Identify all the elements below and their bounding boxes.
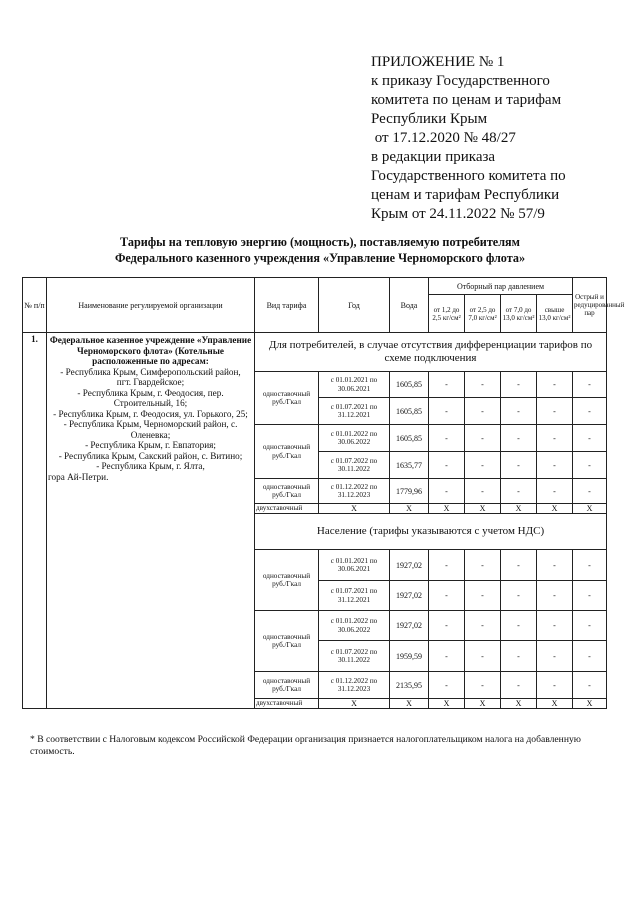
not-applicable-mark: X	[465, 504, 501, 514]
empty-value: -	[501, 550, 537, 581]
empty-value: -	[429, 550, 465, 581]
organization-address: - Республика Крым, Черноморский район, с. Оленевка;	[63, 419, 238, 440]
tariff-type-one-rate: одноставочный руб./Гкал	[255, 550, 319, 611]
row-number: 1.	[23, 333, 47, 709]
water-value: 1927,02	[390, 550, 429, 581]
period-cell: с 01.07.2022 по 30.11.2022	[319, 641, 390, 672]
header-steam-group: Отборный пар давлением	[429, 278, 573, 295]
organization-address: пгт. Гвардейское;	[116, 377, 185, 387]
tariff-type-two-rate: двухставочный	[255, 699, 319, 709]
not-applicable-mark: X	[501, 504, 537, 514]
header-org: Наименование регулируемой организации	[47, 278, 255, 333]
water-value: 2135,95	[390, 672, 429, 699]
title-line-2: Федерального казенного учреждения «Управление Черноморского флота»	[114, 251, 526, 265]
empty-value: -	[537, 672, 573, 699]
not-applicable-mark: X	[573, 504, 607, 514]
empty-value: -	[465, 479, 501, 504]
empty-value: -	[465, 452, 501, 479]
empty-value: -	[429, 672, 465, 699]
empty-value: -	[537, 425, 573, 452]
empty-value: -	[537, 479, 573, 504]
organization-cell	[47, 333, 255, 709]
empty-value: -	[501, 372, 537, 398]
appendix-line: Государственного комитета по	[371, 168, 566, 184]
title-line-1: Тарифы на тепловую энергию (мощность), поставляемую потребителям	[120, 235, 520, 249]
not-applicable-mark: X	[465, 699, 501, 709]
water-value: 1635,77	[390, 452, 429, 479]
organization-address: - Республика Крым, Симферопольский район,	[60, 366, 241, 377]
empty-value: -	[501, 611, 537, 641]
header-year: Год	[319, 278, 390, 333]
empty-value: -	[501, 581, 537, 611]
tariff-type-two-rate: двухставочный	[255, 504, 319, 514]
empty-value: -	[429, 425, 465, 452]
empty-value: -	[573, 581, 607, 611]
organization-address: - Республика Крым, г. Феодосия, ул. Горького, 25;	[53, 408, 248, 419]
period-cell: с 01.07.2021 по 31.12.2021	[319, 581, 390, 611]
empty-value: -	[501, 672, 537, 699]
period-cell: с 01.01.2021 по 30.06.2021	[319, 372, 390, 398]
empty-value: -	[501, 398, 537, 425]
empty-value: -	[501, 641, 537, 672]
not-applicable-mark: X	[429, 504, 465, 514]
period-cell: с 01.01.2021 по 30.06.2021	[319, 550, 390, 581]
empty-value: -	[465, 398, 501, 425]
water-value: 1927,02	[390, 581, 429, 611]
appendix-line: в редакции приказа	[371, 149, 496, 165]
header-steam-2: от 2,5 до 7,0 кг/см²	[465, 295, 501, 333]
empty-value: -	[573, 398, 607, 425]
water-value: 1605,85	[390, 398, 429, 425]
tariff-type-one-rate: одноставочный руб./Гкал	[255, 372, 319, 425]
appendix-header	[371, 53, 621, 224]
empty-value: -	[429, 641, 465, 672]
empty-value: -	[465, 425, 501, 452]
water-value: 1779,96	[390, 479, 429, 504]
not-applicable-mark: X	[537, 504, 573, 514]
empty-value: -	[573, 672, 607, 699]
appendix-line: комитета по ценам и тарифам	[371, 92, 562, 108]
empty-value: -	[537, 581, 573, 611]
appendix-line: от 17.12.2020 № 48/27	[371, 130, 516, 146]
empty-value: -	[465, 372, 501, 398]
organization-address: - Республика Крым, г. Феодосия, пер. Строительный, 16;	[77, 387, 224, 408]
period-cell: с 01.12.2022 по 31.12.2023	[319, 672, 390, 699]
organization-address: - Республика Крым, г. Ялта,	[96, 461, 205, 471]
empty-value: -	[537, 452, 573, 479]
empty-value: -	[573, 372, 607, 398]
tariff-table	[22, 277, 625, 709]
empty-value: -	[573, 611, 607, 641]
header-num: № п/п	[23, 278, 47, 333]
not-applicable-mark: X	[429, 699, 465, 709]
header-live-steam: Острый и редуцированный пар	[573, 278, 607, 333]
not-applicable-mark: X	[390, 504, 429, 514]
empty-value: -	[429, 452, 465, 479]
tariff-type-one-rate: одноставочный руб./Гкал	[255, 672, 319, 699]
period-cell: с 01.01.2022 по 30.06.2022	[319, 611, 390, 641]
period-cell: с 01.01.2022 по 30.06.2022	[319, 425, 390, 452]
empty-value: -	[429, 611, 465, 641]
appendix-line: Крым от 24.11.2022 № 57/9	[371, 206, 545, 222]
empty-value: -	[573, 452, 607, 479]
organization-address: - Республика Крым, Сакский район, с. Витино;	[58, 450, 243, 461]
empty-value: -	[429, 398, 465, 425]
section-heading: Для потребителей, в случае отсутствия дифференциации тарифов по схеме подключения	[255, 333, 607, 372]
empty-value: -	[537, 398, 573, 425]
section-heading: Население (тарифы указываются с учетом НДС)	[255, 514, 607, 550]
empty-value: -	[429, 581, 465, 611]
empty-value: -	[429, 372, 465, 398]
period-cell: с 01.12.2022 по 31.12.2023	[319, 479, 390, 504]
tariff-type-one-rate: одноставочный руб./Гкал	[255, 425, 319, 479]
empty-value: -	[429, 479, 465, 504]
empty-value: -	[537, 611, 573, 641]
empty-value: -	[537, 372, 573, 398]
empty-value: -	[465, 611, 501, 641]
appendix-line: к приказу Государственного	[371, 73, 550, 89]
empty-value: -	[465, 641, 501, 672]
not-applicable-mark: X	[390, 699, 429, 709]
organization-address: - Республика Крым, г. Евпатория;	[85, 440, 216, 450]
water-value: 1605,85	[390, 425, 429, 452]
empty-value: -	[465, 581, 501, 611]
header-water: Вода	[390, 278, 429, 333]
tariff-type-one-rate: одноставочный руб./Гкал	[255, 611, 319, 672]
not-applicable-mark: X	[501, 699, 537, 709]
period-cell: с 01.07.2021 по 31.12.2021	[319, 398, 390, 425]
tariff-type-one-rate: одноставочный руб./Гкал	[255, 479, 319, 504]
empty-value: -	[573, 550, 607, 581]
empty-value: -	[501, 452, 537, 479]
appendix-line: ценам и тарифам Республики	[371, 187, 560, 203]
header-steam-1: от 1,2 до 2,5 кг/см²	[429, 295, 465, 333]
footnote: * В соответствии с Налоговым кодексом Российской Федерации организация признается налогоплательщиком налога на добавленную стоимость.	[30, 734, 581, 757]
water-value: 1959,59	[390, 641, 429, 672]
empty-value: -	[465, 550, 501, 581]
empty-value: -	[501, 425, 537, 452]
water-value: 1605,85	[390, 372, 429, 398]
appendix-line: Республики Крым	[371, 111, 488, 127]
not-applicable-mark: X	[319, 699, 390, 709]
not-applicable-mark: X	[537, 699, 573, 709]
water-value: 1927,02	[390, 611, 429, 641]
not-applicable-mark: X	[573, 699, 607, 709]
organization-address: гора Ай-Петри.	[48, 471, 109, 482]
empty-value: -	[537, 550, 573, 581]
header-type: Вид тарифа	[255, 278, 319, 333]
period-cell: с 01.07.2022 по 30.11.2022	[319, 452, 390, 479]
empty-value: -	[501, 479, 537, 504]
empty-value: -	[465, 672, 501, 699]
empty-value: -	[537, 641, 573, 672]
header-steam-3: от 7,0 до 13,0 кг/см²	[501, 295, 537, 333]
document-title	[30, 234, 610, 266]
header-steam-4: свыше 13,0 кг/см²	[537, 295, 573, 333]
not-applicable-mark: X	[319, 504, 390, 514]
appendix-line: ПРИЛОЖЕНИЕ № 1	[371, 54, 505, 70]
empty-value: -	[573, 641, 607, 672]
empty-value: -	[573, 479, 607, 504]
organization-name: Федеральное казенное учреждение «Управление Черноморского флота» (Котельные расположенные по адресам:	[49, 335, 252, 366]
empty-value: -	[573, 425, 607, 452]
